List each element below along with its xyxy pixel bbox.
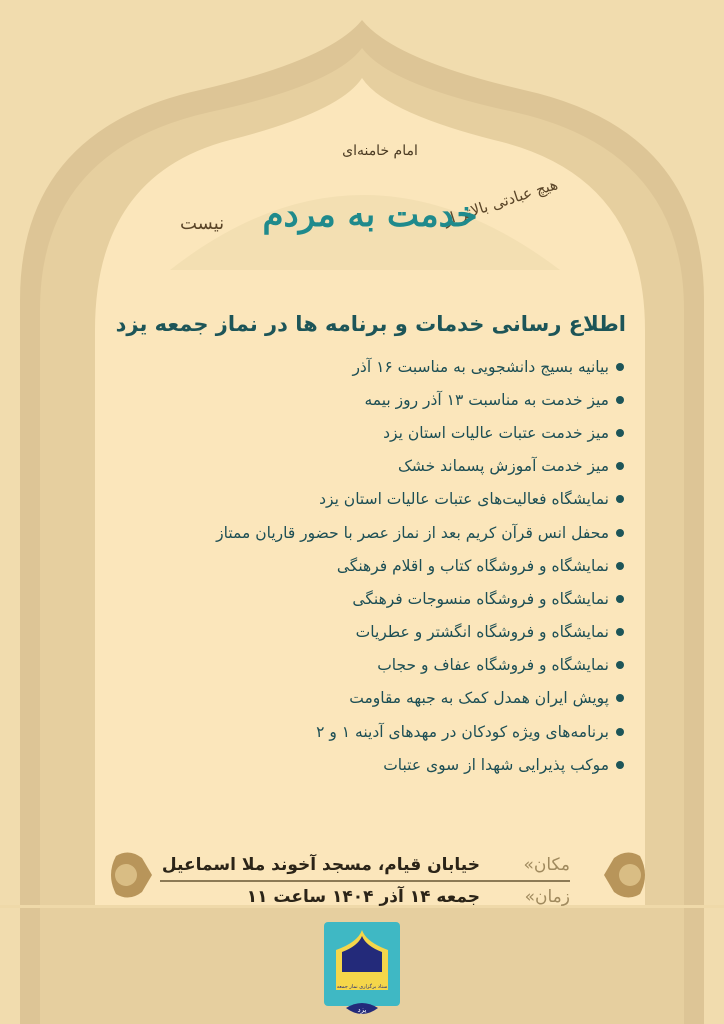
quote-calligraphy xyxy=(170,135,580,275)
list-item xyxy=(216,450,624,483)
place-label: مکان» xyxy=(523,855,570,875)
list-item-text: نمایشگاه و فروشگاه منسوجات فرهنگی xyxy=(352,589,609,608)
friday-prayer-logo xyxy=(322,920,402,1020)
list-item xyxy=(216,516,624,549)
list-item-text: میز خدمت عتبات عالیات استان یزد xyxy=(383,423,609,442)
list-item-text: موکب پذیرایی شهدا از سوی عتبات xyxy=(383,755,609,774)
bullet-icon xyxy=(616,495,624,503)
time-label: زمان» xyxy=(524,887,570,907)
list-item xyxy=(216,383,624,416)
bullet-icon xyxy=(616,462,624,470)
list-item-text: نمایشگاه و فروشگاه کتاب و اقلام فرهنگی xyxy=(336,556,609,575)
event-info xyxy=(160,852,570,910)
logo-city: یزد xyxy=(357,1006,367,1014)
bullet-icon xyxy=(616,595,624,603)
bullet-icon xyxy=(616,728,624,736)
services-list xyxy=(216,350,624,781)
quote-tail: نیست xyxy=(180,213,225,234)
logo-text: ستاد برگزاری نماز جمعه xyxy=(336,984,388,990)
list-item xyxy=(216,682,624,715)
page-title: اطلاع رسانی خدمات و برنامه ها در نماز جمعه یزد xyxy=(115,312,626,336)
ornament-left-icon xyxy=(106,850,152,900)
list-item xyxy=(216,483,624,516)
list-item-text: پویش ایران همدل کمک به جبهه مقاومت xyxy=(349,689,609,708)
place-value: خیابان قیام، مسجد آخوند ملا اسماعیل xyxy=(161,855,480,875)
list-item xyxy=(216,649,624,682)
bullet-icon xyxy=(616,661,624,669)
list-item xyxy=(216,350,624,383)
bullet-icon xyxy=(616,363,624,371)
list-item-text: میز خدمت به مناسبت ۱۳ آذر روز بیمه xyxy=(364,390,609,409)
ornament-right-icon xyxy=(604,850,650,900)
bullet-icon xyxy=(616,429,624,437)
list-item-text: نمایشگاه و فروشگاه انگشتر و عطریات xyxy=(355,623,609,642)
bullet-icon xyxy=(616,761,624,769)
bullet-icon xyxy=(616,694,624,702)
time-value: جمعه ۱۴ آذر ۱۴۰۴ ساعت ۱۱ xyxy=(246,887,480,907)
list-item-text: میز خدمت آموزش پسماند خشک xyxy=(397,457,609,476)
list-item xyxy=(216,416,624,449)
bullet-icon xyxy=(616,562,624,570)
time-row xyxy=(160,884,570,910)
list-item-text: برنامه‌های ویژه کودکان در مهدهای آدینه ۱ و ۲ xyxy=(316,722,609,741)
list-item xyxy=(216,715,624,748)
list-item xyxy=(216,582,624,615)
bullet-icon xyxy=(616,628,624,636)
list-item xyxy=(216,616,624,649)
divider xyxy=(160,880,570,882)
list-item xyxy=(216,549,624,582)
quote-author: امام خامنه‌ای xyxy=(342,143,418,159)
bullet-icon xyxy=(616,396,624,404)
list-item-text: بیانیه بسیج دانشجویی به مناسبت ۱۶ آذر xyxy=(352,357,609,376)
list-item-text: محفل انس قرآن کریم بعد از نماز عصر با حضور قاریان ممتاز xyxy=(216,523,609,542)
place-row xyxy=(160,852,570,878)
quote-main: خدمت به مردم xyxy=(262,195,478,235)
list-item xyxy=(216,748,624,781)
quote-lead: هیچ عبادتی بالاتر از xyxy=(441,175,560,229)
bullet-icon xyxy=(616,529,624,537)
list-item-text: نمایشگاه فعالیت‌های عتبات عالیات استان یزد xyxy=(319,490,609,509)
list-item-text: نمایشگاه و فروشگاه عفاف و حجاب xyxy=(377,656,609,675)
